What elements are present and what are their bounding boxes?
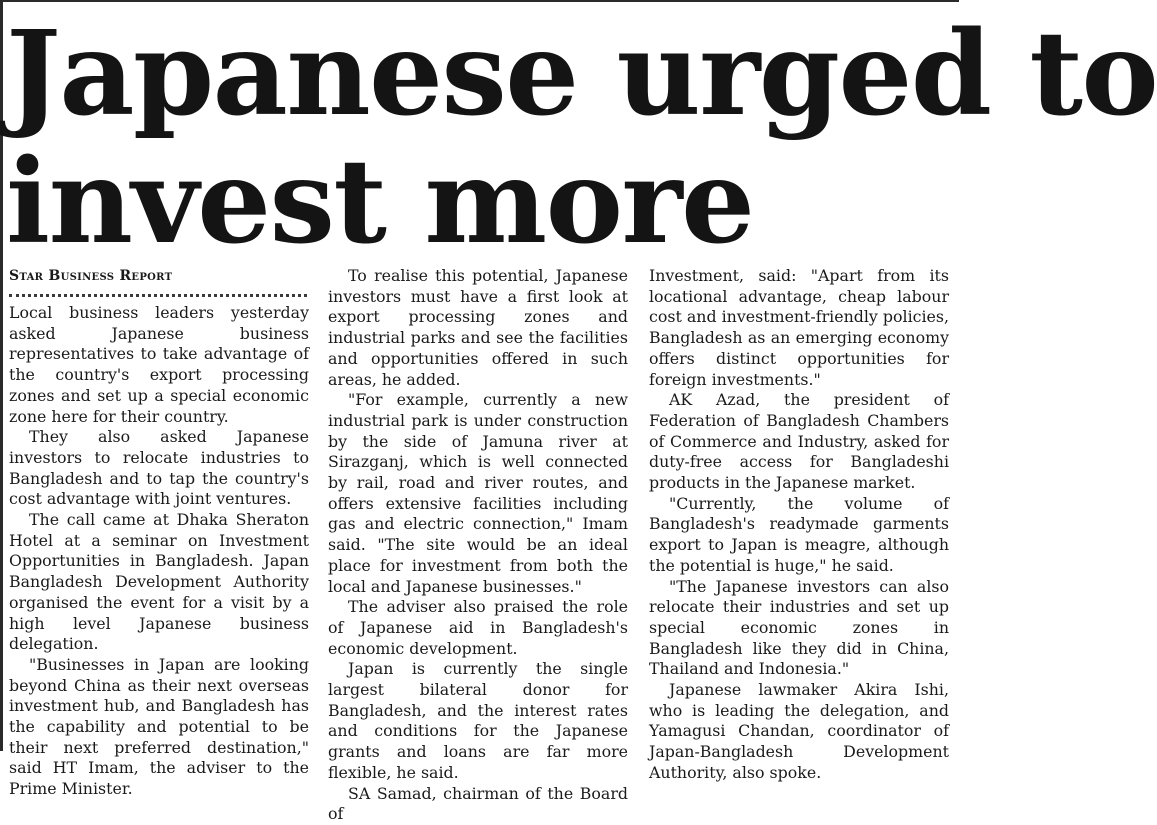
paragraph: "For example, currently a new industrial park is under construction by the side of Jamuna river at Sirazganj, which is well connected by rail, road and river routes, and offers extensive facilities including gas and electric connection," Imam said. "The site would be an ideal place for investment from both the local and Japanese businesses." <box>328 390 628 596</box>
article-column-1 <box>9 266 309 800</box>
paragraph: The call came at Dhaka Sheraton Hotel at a seminar on Investment Opportunities in Bangladesh. Japan Bangladesh Development Authority organised the event for a visit by a high level Japanese business delegation. <box>9 510 309 654</box>
left-border-rule <box>0 0 3 751</box>
paragraph: "Currently, the volume of Bangladesh's readymade garments export to Japan is meagre, although the potential is huge," he said. <box>649 493 949 575</box>
article-column-2 <box>328 266 628 825</box>
paragraph: Local business leaders yesterday asked Japanese business representatives to take advantage of the country's export processing zones and set up a special economic zone here for their country. <box>9 303 309 426</box>
paragraph: They also asked Japanese investors to relocate industries to Bangladesh and to tap the country's cost advantage with joint ventures. <box>9 427 309 509</box>
paragraph: Japan is currently the single largest bilateral donor for Bangladesh, and the interest rates and conditions for the Japanese grants and loans are far more flexible, he said. <box>328 659 628 782</box>
paragraph: "Businesses in Japan are looking beyond China as their next overseas investment hub, and Bangladesh has the capability and potential to be their next preferred destination," said HT Imam, the adviser to the Prime Minister. <box>9 654 309 799</box>
top-border-rule <box>0 0 959 2</box>
paragraph: To realise this potential, Japanese investors must have a first look at export processing zones and industrial parks and see the facilities and opportunities offered in such areas, he added. <box>328 266 628 389</box>
headline <box>6 6 1157 270</box>
paragraph: The adviser also praised the role of Japanese aid in Bangladesh's economic development. <box>328 597 628 658</box>
headline-line-2: invest more <box>6 134 754 270</box>
byline: Star Business Report <box>9 268 173 284</box>
paragraph: "The Japanese investors can also relocate their industries and set up special economic zones in Bangladesh like they did in China, Thailand and Indonesia." <box>649 576 949 679</box>
article-column-3 <box>649 266 949 784</box>
paragraph: Investment, said: "Apart from its locational advantage, cheap labour cost and investment-friendly policies, Bangladesh as an emerging economy offers distinct opportunities for foreign investments." <box>649 266 949 389</box>
paragraph: Japanese lawmaker Akira Ishi, who is leading the delegation, and Yamagusi Chandan, coordinator of Japan-Bangladesh Development Authority, also spoke. <box>649 680 949 782</box>
paragraph: SA Samad, chairman of the Board of <box>328 783 628 824</box>
byline-dotted-divider <box>9 294 307 297</box>
paragraph: AK Azad, the president of Federation of Bangladesh Chambers of Commerce and Industry, asked for duty-free access for Bangladeshi products in the Japanese market. <box>649 390 949 493</box>
headline-line-1: Japanese urged to <box>6 6 1157 142</box>
